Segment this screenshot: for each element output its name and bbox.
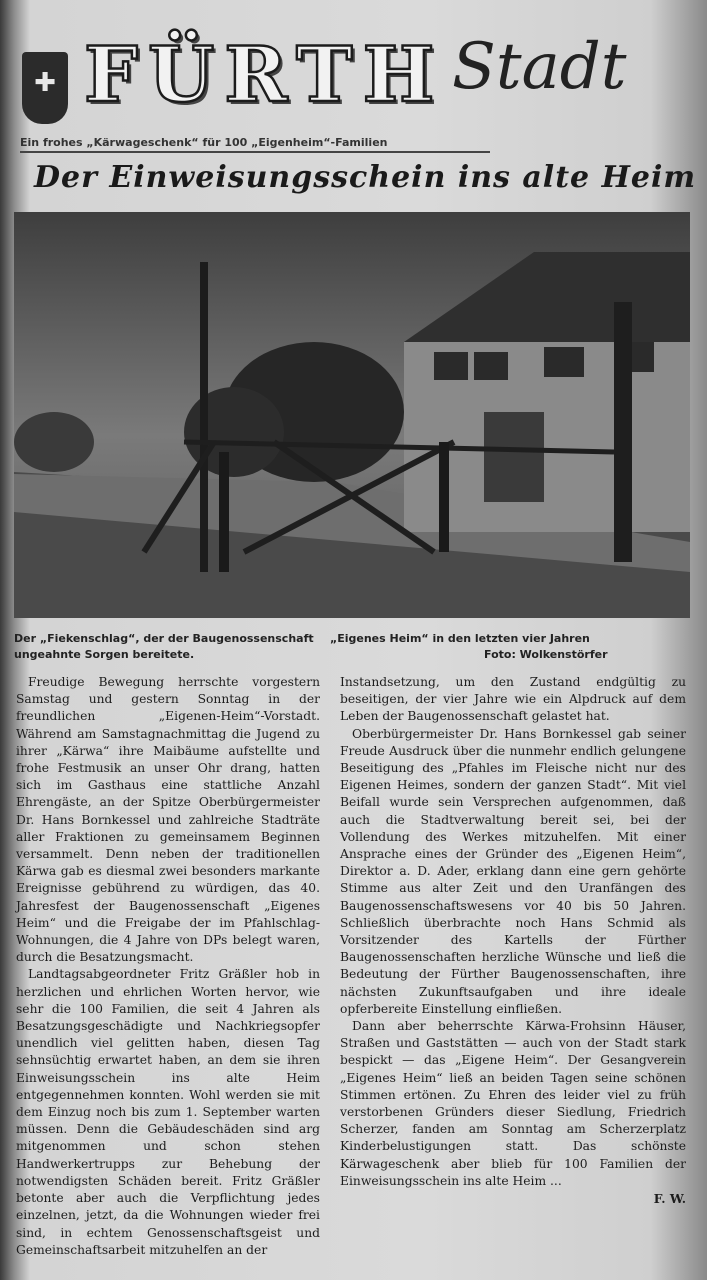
article-column-left	[16, 674, 320, 1259]
photo-illustration	[14, 212, 690, 618]
paragraph: Dann aber beherrschte Kärwa-Frohsinn Häuser, Straßen und Gaststätten — auch von der Stadt stark bespickt — das „Eigene Heim“. Der Gesangverein „Eigenes Heim“ ließ an beiden Tagen seine schönen Stimmen ertönen. Zu Ehren des leider viel zu früh verstorbenen Gründers dieser Siedlung, Friedrich Scherzer, fanden am Sonntag am Scherzerplatz Kinderbelustigungen statt. Das schönste Kärwageschenk aber blieb für 100 Familien der Einweisungsschein ins alte Heim ...	[340, 1019, 686, 1188]
caption-line-1b: „Eigenes Heim“ in den letzten vier Jahren	[330, 632, 590, 645]
caption-line-2: ungeahnte Sorgen bereitete.	[14, 648, 195, 661]
article-photo	[14, 212, 690, 618]
crest-cross-icon: ✚	[34, 68, 56, 98]
article-column-right	[340, 674, 686, 1207]
paragraph: Freudige Bewegung herrschte vorgestern Samstag und gestern Sonntag in der freundlichen „Eigenen-Heim“-Vorstadt. Während am Samstagnachmittag die Jugend zu ihrer „Kärwa“ ihre Maibäume aufstellte und frohe Festmusik an unser Ohr drang, hatten sich im Gasthaus eine stattliche Anzahl Ehrengäste, an der Spitze Oberbürgermeister Dr. Hans Bornkessel und zahlreiche Stadträte aller Fraktionen zu gemeinsamem Beginnen versammelt. Denn neben der traditionellen Kärwa gab es diesmal zwei besonders markante Ereignisse gebührend zu würdigen, das 40. Jahresfest der Baugenossenschaft „Eigenes Heim“ und die Freigabe der im Pfahlschlag-Wohnungen, die 4 Jahre von DPs belegt waren, durch die Besatzungsmacht.	[16, 675, 320, 965]
paragraph: Oberbürgermeister Dr. Hans Bornkessel gab seiner Freude Ausdruck über die nunmehr endlich gelungene Beseitigung des „Pfahles im Fleische nicht nur des Eigenen Heimes, sondern der ganzen Stadt“. Mit viel Beifall wurde sein Versprechen aufgenommen, daß auch die Stadtverwaltung bereit sei, bei der Vollendung des Werkes mitzuhelfen. Mit einer Ansprache eines der Gründer des „Eigenen Heim“, Direktor a. D. Ader, erklang dann eine gern gehörte Stimme aus alter Zeit und den Uranfängen des Baugenossenschaftswesens vor 40 bis 50 Jahren. Schließlich überbrachte noch Hans Schmid als Vorsitzender des Kartells der Fürther Baugenossenschaften herzliche Wünsche und ließ die Bedeutung der Fürther Baugenossenschaften, ihre nächsten Zukunftsaufgaben und ihre ideale opferbereite Einstellung einfließen.	[340, 726, 686, 1016]
caption-line-1a: Der „Fiekenschlag“, der der Baugenossenschaft	[14, 632, 314, 645]
photo-credit: Foto: Wolkenstörfer	[484, 648, 608, 661]
author-signature: F. W.	[653, 1191, 686, 1207]
kicker-line: Ein frohes „Kärwageschenk“ für 100 „Eigenheim“-Familien	[20, 136, 490, 153]
masthead-title: FÜRTH	[84, 30, 445, 119]
paragraph: Landtagsabgeordneter Fritz Gräßler hob in herzlichen und ehrlichen Worten hervor, wie sehr die 100 Familien, die seit 4 Jahren als Besatzungsgeschädigte und Nachkriegsopfer unendlich viel gelitten haben, diesen Tag sehnsüchtig erwartet haben, an dem sie ihren Einweisungsschein ins alte Heim entgegennehmen konnten. Wohl werden sie mit dem Einzug noch bis zum 1. September warten müssen. Denn die Gebäudeschäden sind arg mitgenommen und schon stehen Handwerkertrupps zur Behebung der notwendigsten Schäden bereit. Fritz Gräßler betonte aber auch die Verpflichtung jedes einzelnen, jetzt, da die Wohnungen wieder frei sind, in echtem Genossenschaftsgeist und Gemeinschaftsarbeit mitzuhelfen an der	[16, 967, 320, 1257]
masthead-script-title: Stadt	[452, 30, 627, 104]
article-headline: Der Einweisungsschein ins alte Heim	[34, 160, 697, 195]
city-crest-icon	[22, 52, 68, 124]
paragraph: Instandsetzung, um den Zustand endgültig zu beseitigen, der vier Jahre wie ein Alpdruck auf dem Leben der Baugenossenschaft gelastet hat.	[340, 675, 686, 724]
